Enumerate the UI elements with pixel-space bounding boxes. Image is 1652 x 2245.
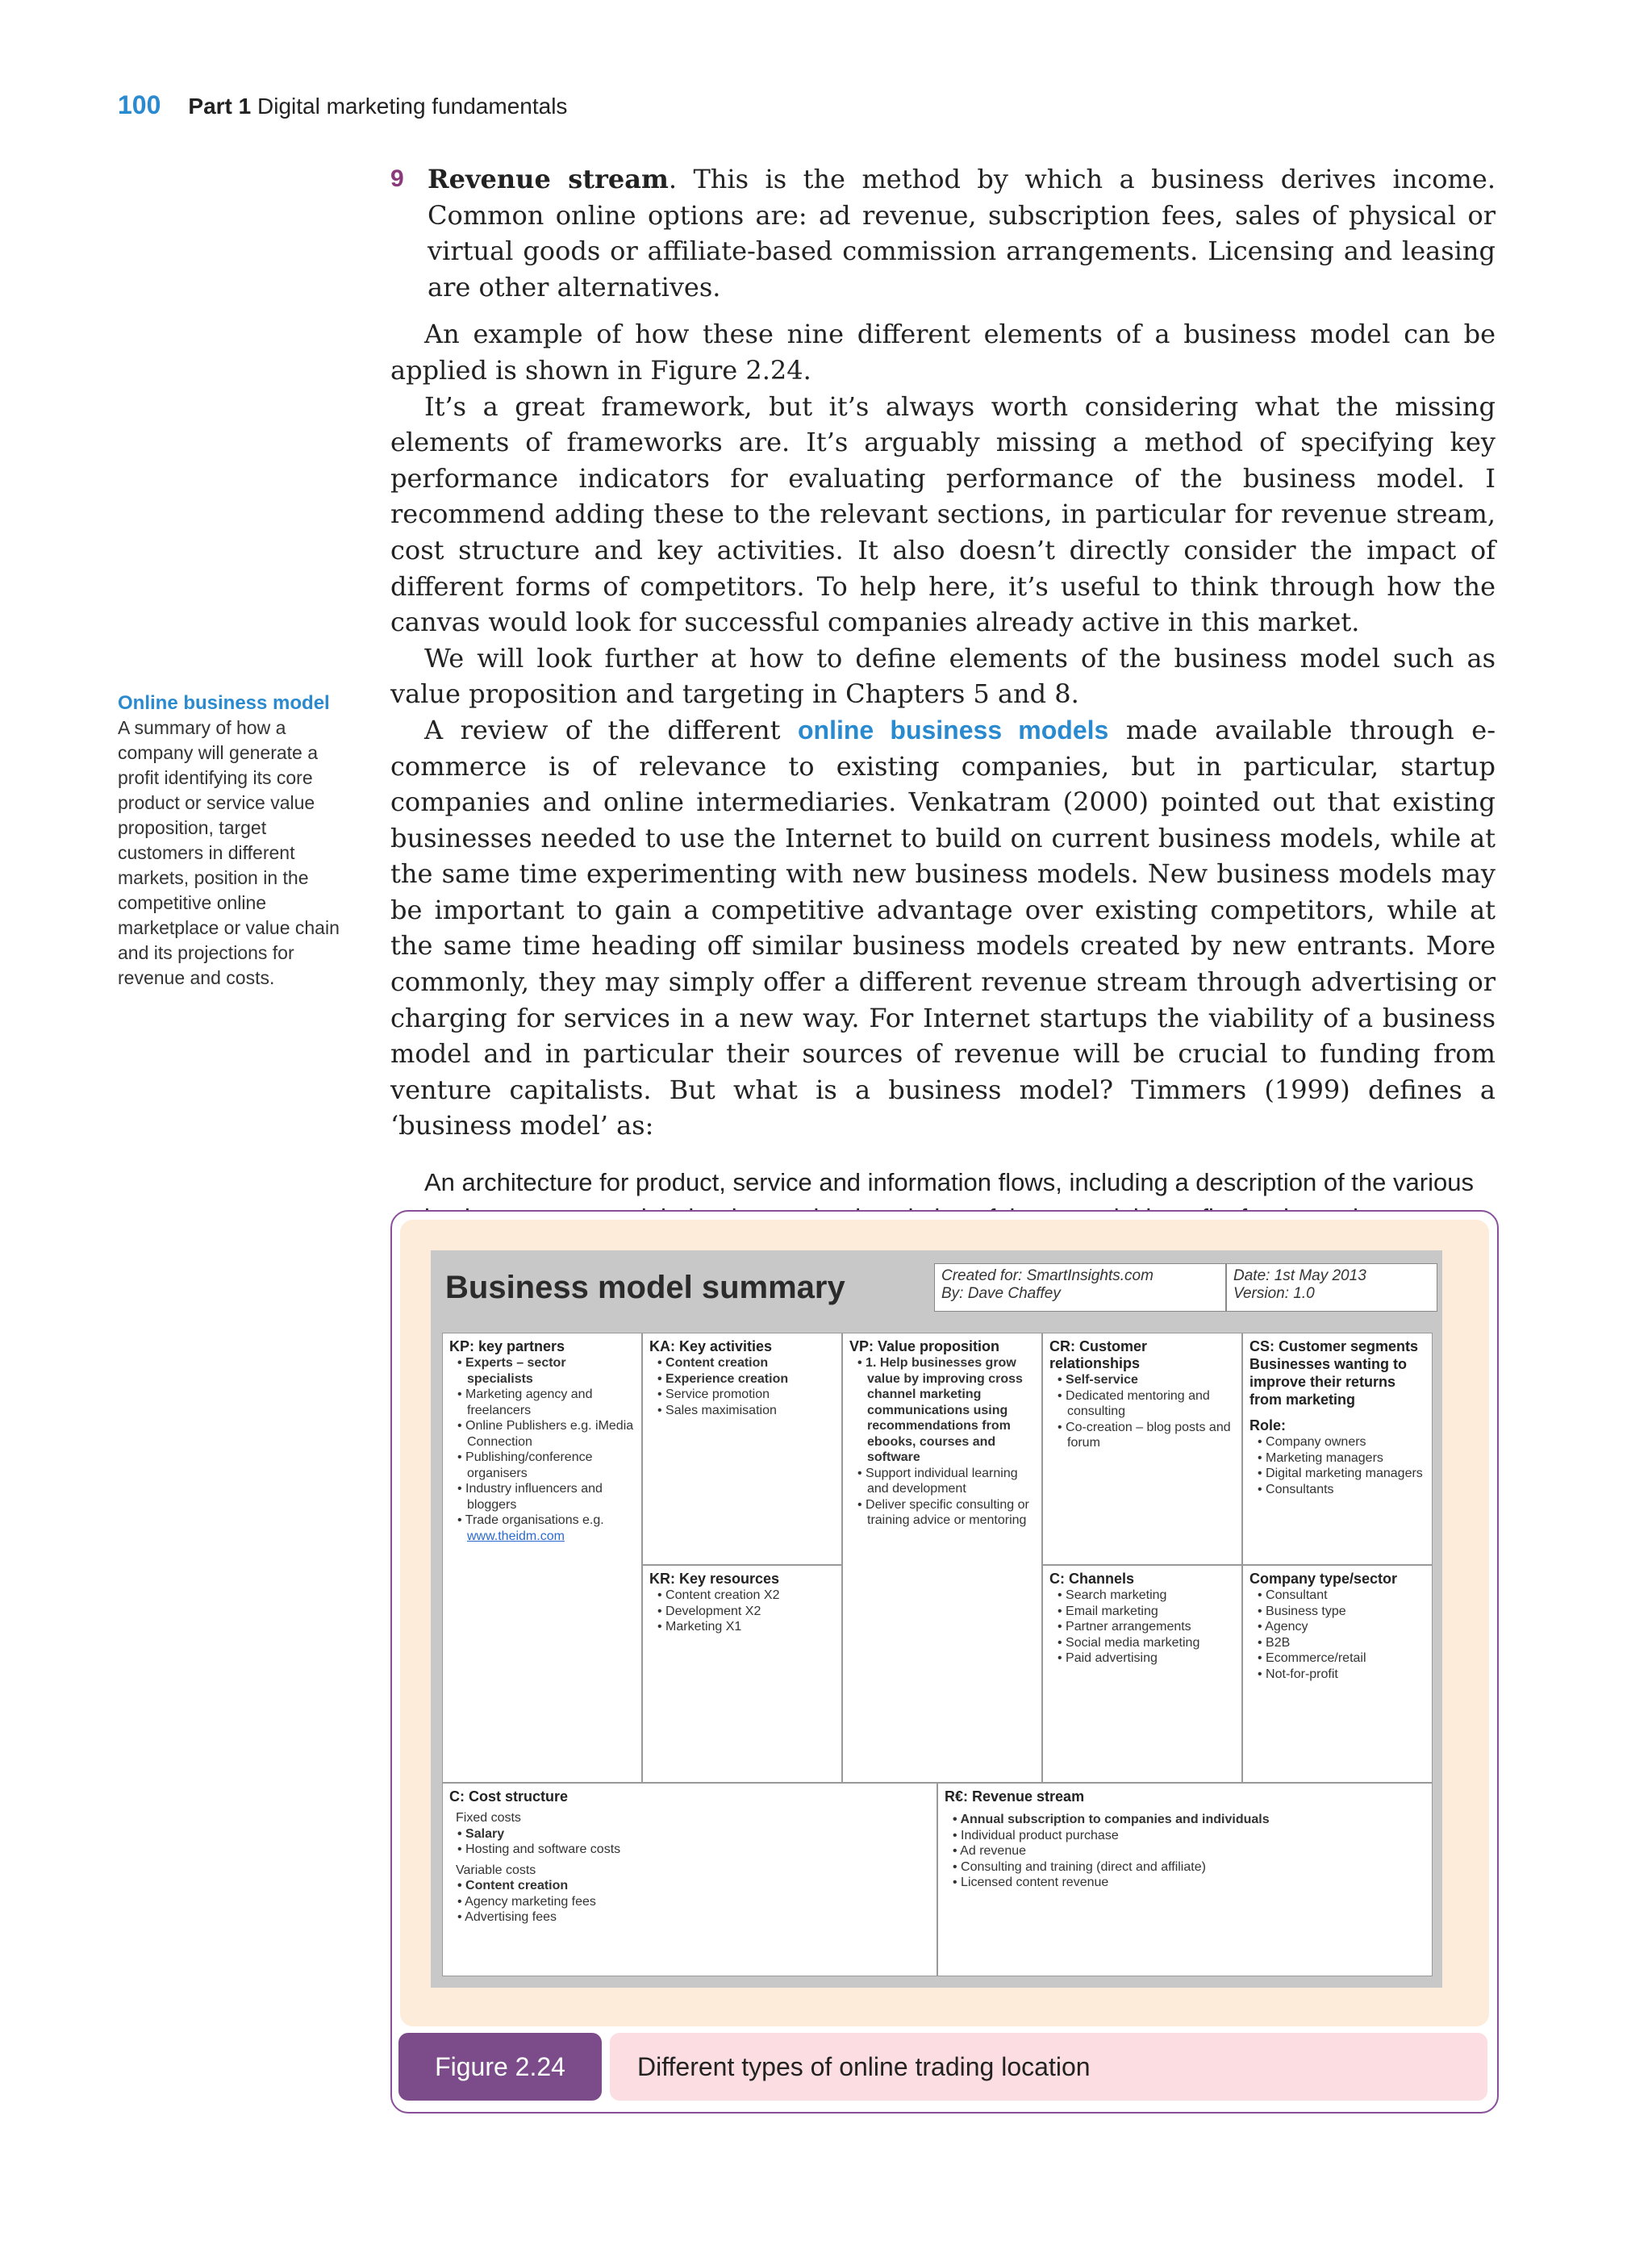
key-term-link: online business models	[797, 715, 1109, 745]
item-number: 9	[390, 165, 404, 192]
paragraph-text: It’s a great framework, but it’s always worth considering what the missing elements of frameworks are. It’s arguably missing a method of specifying key performance indicators for evaluating performance of the business model. I recommend adding these to the relevant sections, in particular for revenue stream, cost structure and key activities. It also doesn’t directly consider the impact of different forms of competitors. To help here, it’s useful to think through how the canvas would look for successful companies already active in this market.	[390, 390, 1496, 638]
figure-caption	[398, 2033, 1487, 2101]
figure-background	[400, 1220, 1489, 2026]
paragraph	[390, 389, 1496, 641]
partner-link[interactable]: www.theidm.com	[467, 1529, 565, 1543]
list-item: • Content creation X2	[649, 1588, 835, 1604]
list-item: • Search marketing	[1049, 1588, 1235, 1604]
cell-heading: CR: Customer relationships	[1049, 1338, 1148, 1371]
list-item: • Co-creation – blog posts and forum	[1049, 1420, 1235, 1451]
paragraph	[390, 712, 1496, 1144]
list-item: • Annual subscription to companies and individuals	[945, 1812, 1425, 1828]
list-item: • Industry influencers and bloggers	[449, 1481, 635, 1513]
list-item: • Support individual learning and development	[849, 1466, 1035, 1497]
list-item: • Consulting and training (direct and affiliate)	[945, 1859, 1425, 1876]
date: Date: 1st May 2013	[1233, 1267, 1366, 1284]
list-item: • 1. Help businesses grow value by improving cross channel marketing communications using recommendations from ebooks, courses and software	[849, 1355, 1035, 1466]
list-item: • Sales maximisation	[649, 1403, 835, 1419]
paragraph-text: We will look further at how to define elements of the business model such as value proposition and targeting in Chapters 5 and 8.	[390, 642, 1496, 710]
list-item: • Experience creation	[649, 1371, 835, 1387]
target-segment: Businesses wanting to improve their returns from marketing	[1249, 1356, 1408, 1408]
body-text	[390, 161, 1496, 1271]
figure-label: Figure 2.24	[398, 2033, 602, 2101]
cell-heading: R€: Revenue stream	[945, 1788, 1085, 1805]
paragraph-text: A review of the different	[424, 714, 798, 745]
canvas-meta-date	[1226, 1263, 1437, 1312]
author: By: Dave Chaffey	[941, 1285, 1061, 1302]
list-item: • Consultants	[1249, 1482, 1425, 1498]
cell-cost-structure	[442, 1783, 937, 1976]
list-item: • Service promotion	[649, 1387, 835, 1403]
cell-channels	[1042, 1565, 1242, 1783]
list-item: • Social media marketing	[1049, 1635, 1235, 1651]
fixed-costs-label: Fixed costs	[456, 1811, 521, 1825]
cell-heading: KR: Key resources	[649, 1571, 780, 1587]
numbered-item	[390, 161, 1496, 305]
list-item: • Company owners	[1249, 1434, 1425, 1450]
part-label: Part 1	[188, 94, 252, 119]
cell-heading: Company type/sector	[1249, 1571, 1398, 1587]
role-heading: Role:	[1249, 1417, 1286, 1433]
list-item: • Content creation	[449, 1878, 930, 1894]
running-header	[118, 90, 567, 126]
list-item: • Salary	[449, 1826, 930, 1842]
list-item: • Digital marketing managers	[1249, 1466, 1425, 1482]
cell-heading: KA: Key activities	[649, 1338, 773, 1354]
list-item: • Not-for-profit	[1249, 1667, 1425, 1683]
list-item: • Dedicated mentoring and consulting	[1049, 1388, 1235, 1420]
cell-heading: VP: Value proposition	[849, 1338, 1000, 1354]
margin-term: Online business model	[118, 692, 330, 714]
canvas-meta-created	[934, 1263, 1226, 1312]
list-item: • Online Publishers e.g. iMedia Connection	[449, 1418, 635, 1450]
figure-2-24	[390, 1210, 1499, 2114]
cell-heading: C: Channels	[1049, 1571, 1135, 1587]
paragraph	[390, 641, 1496, 712]
paragraph-text: made available through e-commerce is of relevance to existing companies, but in particular, startup companies and online intermediaries. Venkatram (2000) pointed out that existing businesses needed to use the Internet to build on current business models, while at the same time experimenting with new business models. New business models may be important to gain a competitive advantage over existing competitors, while at the same time heading off similar business models created by new entrants. More commonly, they may simply offer a different revenue stream through advertising or charging for services in a new way. For Internet startups the viability of a business model and in particular their sources of revenue will be crucial to funding from venture capitalists. But what is a business model? Timmers (1999) defines a ‘business model’ as:	[390, 714, 1496, 1141]
list-item: • Marketing agency and freelancers	[449, 1387, 635, 1418]
list-item: • Agency marketing fees	[449, 1894, 930, 1910]
list-item: • Ecommerce/retail	[1249, 1650, 1425, 1667]
list-item: • Licensed content revenue	[945, 1875, 1425, 1891]
variable-costs-label: Variable costs	[456, 1863, 536, 1877]
list-item: • Ad revenue	[945, 1843, 1425, 1859]
list-item: • Content creation	[649, 1355, 835, 1371]
cell-heading: C: Cost structure	[449, 1788, 569, 1805]
list-item: • Development X2	[649, 1604, 835, 1620]
cell-key-activities	[642, 1333, 842, 1565]
list-item	[449, 1513, 635, 1544]
created-for: Created for: SmartInsights.com	[941, 1267, 1153, 1284]
item-description: . This is the method by which a business derives income. Common online options are: ad revenue, subscription fees, sales of physical or virtual goods or affiliate-based commission arrangements. Licensing and leasing are other alternatives.	[428, 164, 1496, 303]
list-item: • Consultant	[1249, 1588, 1425, 1604]
list-item: • Individual product purchase	[945, 1828, 1425, 1844]
item-text	[428, 161, 1496, 305]
block-quote: An architecture for product, service and information flows, including a description of the various	[424, 1168, 1474, 1197]
list-item-text: Trade organisations e.g.	[465, 1513, 604, 1527]
list-item: • Experts – sector specialists	[449, 1355, 635, 1387]
cell-value-proposition	[842, 1333, 1042, 1783]
paragraph	[390, 316, 1496, 388]
cell-company-type	[1242, 1565, 1433, 1783]
page-number: 100	[118, 90, 161, 119]
business-model-canvas	[431, 1250, 1442, 1988]
version: Version: 1.0	[1233, 1285, 1315, 1302]
list-item: • Email marketing	[1049, 1604, 1235, 1620]
cell-customer-relationships	[1042, 1333, 1242, 1565]
cell-heading: KP: key partners	[449, 1338, 565, 1354]
list-item: • B2B	[1249, 1635, 1425, 1651]
running-head	[188, 94, 567, 119]
list-item: • Agency	[1249, 1619, 1425, 1635]
margin-definition	[118, 691, 344, 991]
figure-caption-text: Different types of online trading location	[610, 2033, 1487, 2101]
cell-revenue-stream	[937, 1783, 1433, 1976]
list-item: • Advertising fees	[449, 1909, 930, 1926]
list-item: • Marketing X1	[649, 1619, 835, 1635]
list-item: • Business type	[1249, 1604, 1425, 1620]
cell-key-partners	[442, 1333, 642, 1783]
cell-key-resources	[642, 1565, 842, 1783]
list-item: • Deliver specific consulting or training advice or mentoring	[849, 1497, 1035, 1529]
list-item: • Partner arrangements	[1049, 1619, 1235, 1635]
item-term: Revenue stream	[428, 164, 669, 194]
chapter-title: Digital marketing fundamentals	[257, 94, 568, 119]
list-item: • Hosting and software costs	[449, 1842, 930, 1858]
cell-heading: CS: Customer segments	[1249, 1338, 1419, 1354]
canvas-title: Business model summary	[445, 1270, 845, 1305]
margin-definition-text: A summary of how a company will generate a profit identifying its core product or service value proposition, target customers in different markets, position in the competitive online marketplace or value chain and its projections for revenue and costs.	[118, 717, 340, 988]
list-item: • Self-service	[1049, 1372, 1235, 1388]
list-item: • Marketing managers	[1249, 1450, 1425, 1467]
paragraph-text: An example of how these nine different elements of a business model can be applied is shown in Figure 2.24.	[390, 319, 1496, 386]
list-item: • Paid advertising	[1049, 1650, 1235, 1667]
list-item: • Publishing/conference organisers	[449, 1450, 635, 1481]
cell-customer-segments	[1242, 1333, 1433, 1565]
